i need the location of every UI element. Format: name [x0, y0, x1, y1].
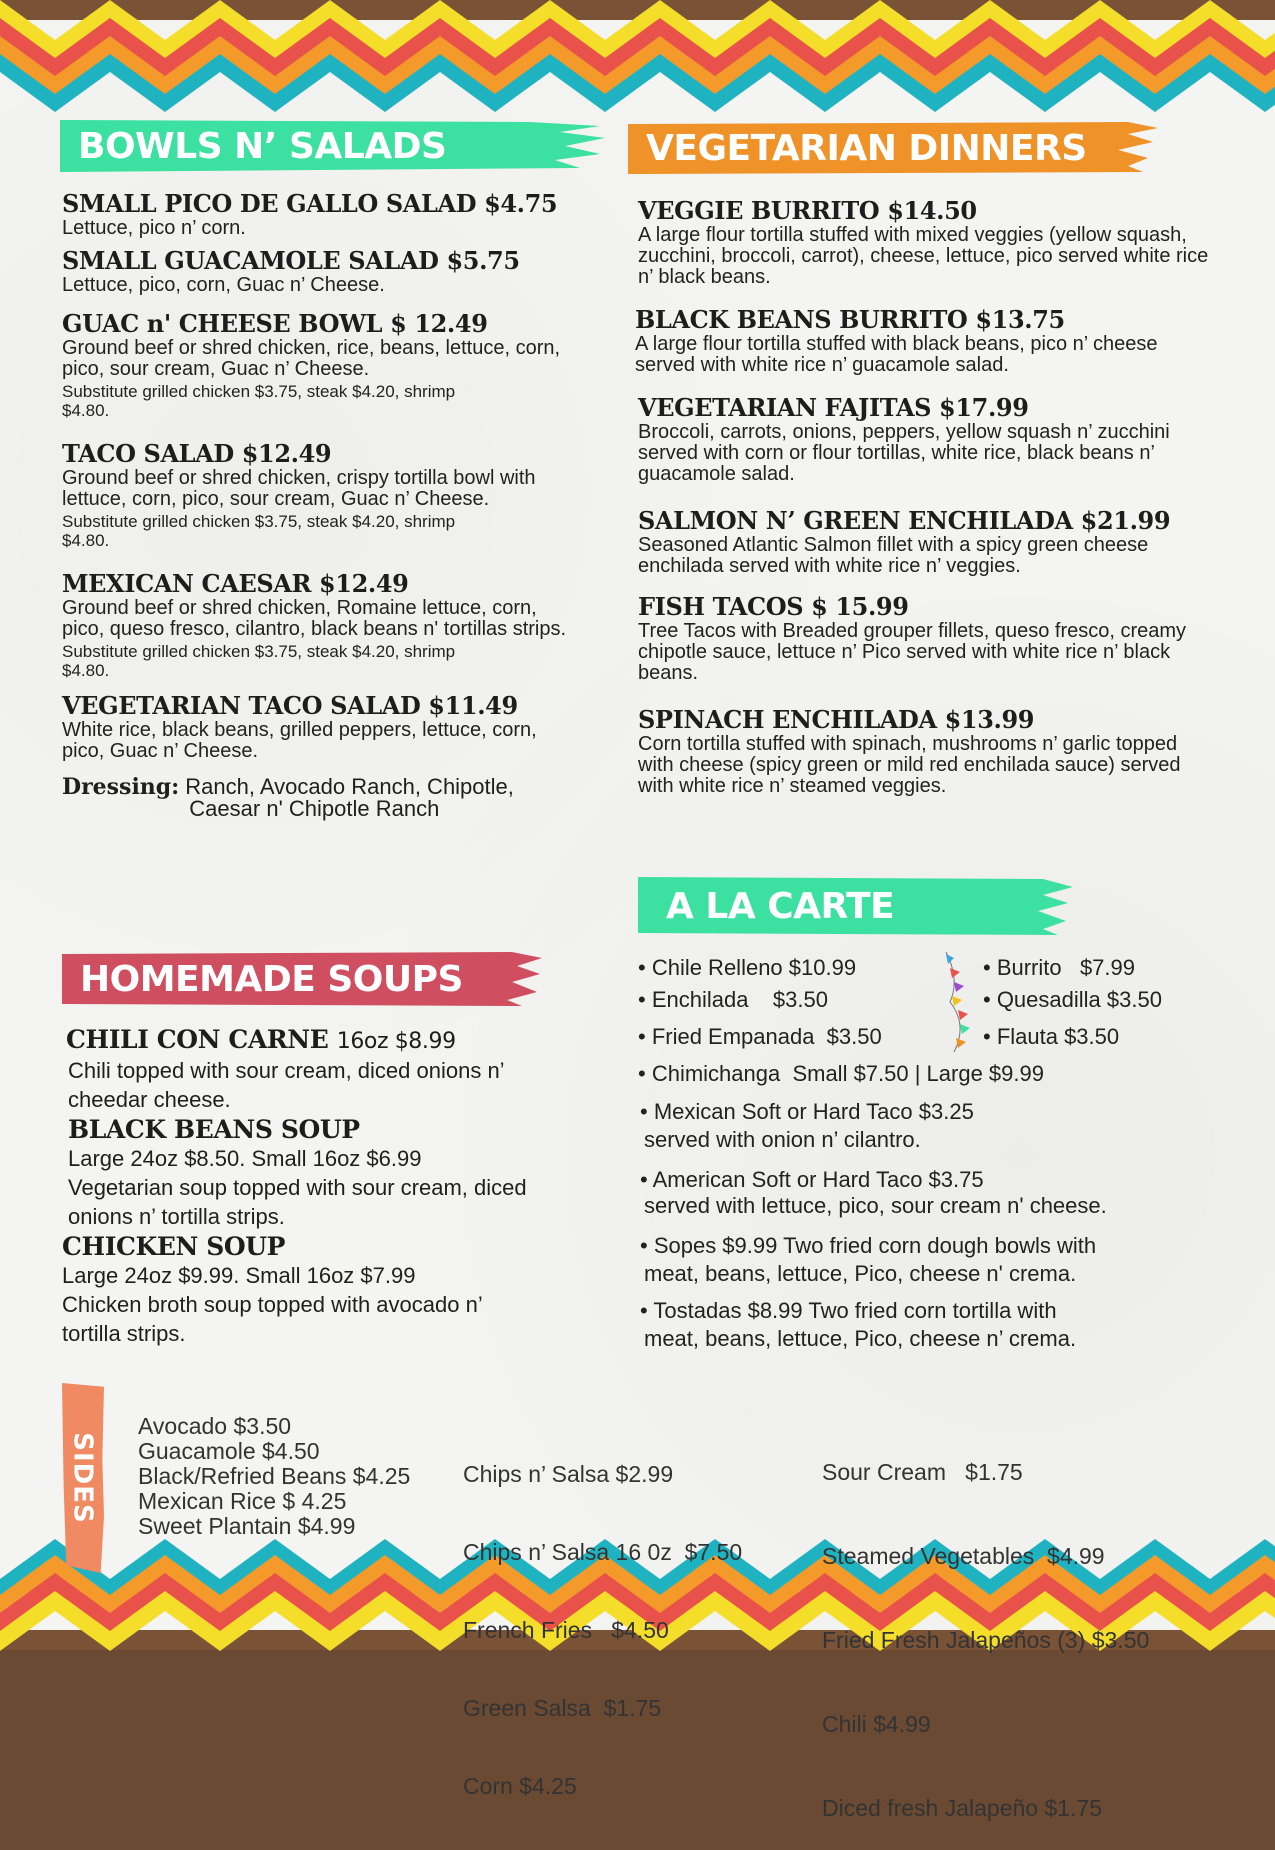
- soup-title: [66, 1026, 582, 1056]
- item-substitute-note: Substitute grilled chicken $3.75, steak $4.20, shrimp $4.80.: [62, 512, 456, 550]
- soup-size-prices: Large 24oz $8.50. Small 16oz $6.99: [68, 1146, 422, 1171]
- vegetarian-dinners-banner: [628, 122, 1158, 174]
- menu-item: [62, 692, 582, 762]
- menu-item: [638, 394, 1228, 485]
- item-title: FISH TACOS $ 15.99: [638, 592, 909, 621]
- item-description: Corn tortilla stuffed with spinach, mushrooms n’ garlic topped with cheese (spicy green or mild red enchilada sauce) served with white rice n’ steamed veggies.: [638, 733, 1181, 797]
- soup-price: 16oz $8.99: [336, 1029, 456, 1054]
- item-substitute-note: Substitute grilled chicken $3.75, steak $4.20, shrimp $4.80.: [62, 382, 456, 420]
- bowls-list: [62, 190, 582, 820]
- menu-item: [62, 247, 582, 296]
- a-la-carte-item-desc: served with lettuce, pico, sour cream n' cheese.: [644, 1193, 1107, 1218]
- side-item: Mexican Rice $ 4.25: [138, 1488, 347, 1514]
- item-title: SALMON N’ GREEN ENCHILADA $21.99: [638, 506, 1171, 535]
- item-description: Ground beef or shred chicken, rice, beans, lettuce, corn, pico, sour cream, Guac n’ Cheese.: [62, 337, 561, 380]
- item-description: Ground beef or shred chicken, crispy tortilla bowl with lettuce, corn, pico, sour cream, Guac n’ Cheese.: [62, 467, 536, 510]
- item-description: Ground beef or shred chicken, Romaine lettuce, corn, pico, queso fresco, cilantro, black beans n' tortillas strips.: [62, 597, 567, 640]
- a-la-carte-item-desc: served with onion n’ cilantro.: [644, 1127, 921, 1152]
- item-title: VEGETARIAN FAJITAS $17.99: [638, 393, 1029, 422]
- a-la-carte-item-desc: meat, beans, lettuce, Pico, cheese n’ crema.: [644, 1326, 1077, 1351]
- side-item: Corn $4.25: [463, 1773, 577, 1799]
- side-item: Chips n’ Salsa $2.99: [463, 1461, 674, 1487]
- a-la-carte-item: • Fried Empanada $3.50: [638, 1024, 882, 1049]
- menu-item: [638, 593, 1228, 684]
- item-description: Lettuce, pico, corn, Guac n’ Cheese.: [62, 274, 385, 296]
- a-la-carte-item: • Enchilada $3.50: [638, 987, 828, 1012]
- item-title: SMALL GUACAMOLE SALAD $5.75: [62, 246, 520, 275]
- soup-title: CHICKEN SOUP: [62, 1232, 286, 1261]
- a-la-carte-item: • Flauta $3.50: [983, 1024, 1120, 1049]
- a-la-carte-item: • Sopes $9.99 Two fried corn dough bowls with: [640, 1233, 1097, 1258]
- soup-item: [62, 1116, 582, 1231]
- item-title: GUAC n' CHEESE BOWL $ 12.49: [62, 309, 488, 338]
- sides-column-3: [822, 1402, 1149, 1850]
- dressing-line: Ranch, Avocado Ranch, Chipotle,: [185, 774, 514, 799]
- a-la-carte-item: • Mexican Soft or Hard Taco $3.25: [640, 1099, 974, 1124]
- bowls-salads-banner: [60, 120, 605, 172]
- side-item: Black/Refried Beans $4.25: [138, 1463, 411, 1489]
- sides-column-1: [138, 1414, 410, 1539]
- a-la-carte-item: • Chile Relleno $10.99: [638, 955, 857, 980]
- item-description: A large flour tortilla stuffed with mixed veggies (yellow squash, zucchini, broccoli, carrot), cheese, lettuce, pico served white rice n’ black beans.: [638, 224, 1209, 288]
- dressing-list: [185, 776, 514, 820]
- menu-item: [62, 570, 582, 680]
- papel-picado-decoration: [940, 950, 976, 1055]
- vegetarian-dinners-heading: VEGETARIAN DINNERS: [646, 127, 1087, 169]
- item-title: MEXICAN CAESAR $12.49: [62, 569, 409, 598]
- side-item: Green Salsa $1.75: [463, 1695, 662, 1721]
- a-la-carte-banner: [638, 877, 1073, 935]
- dressing-line: Caesar n' Chipotle Ranch: [189, 796, 440, 821]
- item-title: VEGGIE BURRITO $14.50: [638, 196, 977, 225]
- side-item: Diced fresh Jalapeño $1.75: [822, 1795, 1103, 1821]
- item-title: BLACK BEANS BURRITO $13.75: [635, 305, 1065, 334]
- homemade-soups-banner: [62, 952, 542, 1006]
- side-item: Guacamole $4.50: [138, 1438, 320, 1464]
- menu-item: [638, 197, 1228, 288]
- side-item: Sour Cream $1.75: [822, 1459, 1023, 1485]
- soup-description: Chili topped with sour cream, diced onions n’ cheedar cheese.: [68, 1058, 504, 1112]
- a-la-carte-item: • Burrito $7.99: [983, 955, 1136, 980]
- item-title: SPINACH ENCHILADA $13.99: [638, 705, 1035, 734]
- side-item: Avocado $3.50: [138, 1413, 292, 1439]
- soup-name: CHILI CON CARNE: [66, 1025, 329, 1054]
- item-description: White rice, black beans, grilled peppers, lettuce, corn, pico, Guac n’ Cheese.: [62, 719, 537, 762]
- item-title: SMALL PICO DE GALLO SALAD $4.75: [62, 189, 558, 218]
- soup-item: [62, 1233, 582, 1348]
- dressing-label: Dressing:: [62, 774, 180, 800]
- item-title: TACO SALAD $12.49: [62, 439, 332, 468]
- menu-item: [62, 310, 582, 420]
- a-la-carte-item: • American Soft or Hard Taco $3.75: [640, 1167, 984, 1192]
- menu-item: [638, 507, 1228, 577]
- side-item: Steamed Vegetables $4.99: [822, 1543, 1105, 1569]
- item-description: Seasoned Atlantic Salmon fillet with a spicy green cheese enchilada served with white rice n’ veggies.: [638, 534, 1149, 577]
- side-item: Sweet Plantain $4.99: [138, 1513, 356, 1539]
- homemade-soups-heading: HOMEMADE SOUPS: [80, 958, 463, 1000]
- menu-item: [635, 306, 1228, 376]
- side-item: Chili $4.99: [822, 1711, 931, 1737]
- side-item: Fried Fresh Jalapeños (3) $3.50: [822, 1627, 1150, 1653]
- soup-description: Vegetarian soup topped with sour cream, diced onions n’ tortilla strips.: [68, 1175, 527, 1229]
- item-substitute-note: Substitute grilled chicken $3.75, steak $4.20, shrimp $4.80.: [62, 642, 456, 680]
- sides-column-2: [463, 1409, 742, 1825]
- menu-item: [62, 190, 582, 239]
- a-la-carte-item: • Chimichanga Small $7.50 | Large $9.99: [638, 1061, 1044, 1086]
- item-description: A large flour tortilla stuffed with black beans, pico n’ cheese served with white rice n’ guacamole salad.: [635, 333, 1158, 376]
- item-description: Tree Tacos with Breaded grouper fillets, queso fresco, creamy chipotle sauce, lettuce n’ Pico served with white rice n’ black beans.: [638, 620, 1187, 684]
- soup-description: Chicken broth soup topped with avocado n’ tortilla strips.: [62, 1292, 482, 1346]
- a-la-carte-heading: A LA CARTE: [666, 885, 895, 927]
- sides-label: SIDES: [68, 1432, 98, 1524]
- a-la-carte-item: • Tostadas $8.99 Two fried corn tortilla with: [640, 1298, 1057, 1323]
- soup-size-prices: Large 24oz $9.99. Small 16oz $7.99: [62, 1263, 416, 1288]
- item-description: Broccoli, carrots, onions, peppers, yellow squash n’ zucchini served with corn or flour tortillas, white rice, black beans n’ guacamole salad.: [638, 421, 1170, 485]
- top-zigzag-border: [0, 0, 1275, 120]
- item-description: Lettuce, pico n’ corn.: [62, 217, 246, 239]
- dressing-options: [62, 776, 582, 820]
- side-item: French Fries $4.50: [463, 1617, 669, 1643]
- menu-item: [638, 706, 1228, 797]
- soups-list: [62, 1026, 582, 1348]
- a-la-carte-item: • Quesadilla $3.50: [983, 987, 1162, 1012]
- soup-item: [62, 1026, 582, 1114]
- a-la-carte-item-desc: meat, beans, lettuce, Pico, cheese n' crema.: [644, 1261, 1077, 1286]
- soup-title: BLACK BEANS SOUP: [68, 1115, 360, 1144]
- menu-item: [62, 440, 582, 550]
- side-item: Chips n’ Salsa 16 0z $7.50: [463, 1539, 743, 1565]
- item-title: VEGETARIAN TACO SALAD $11.49: [62, 691, 518, 720]
- bowls-salads-heading: BOWLS N’ SALADS: [78, 125, 447, 167]
- vegetarian-list: [635, 196, 1228, 809]
